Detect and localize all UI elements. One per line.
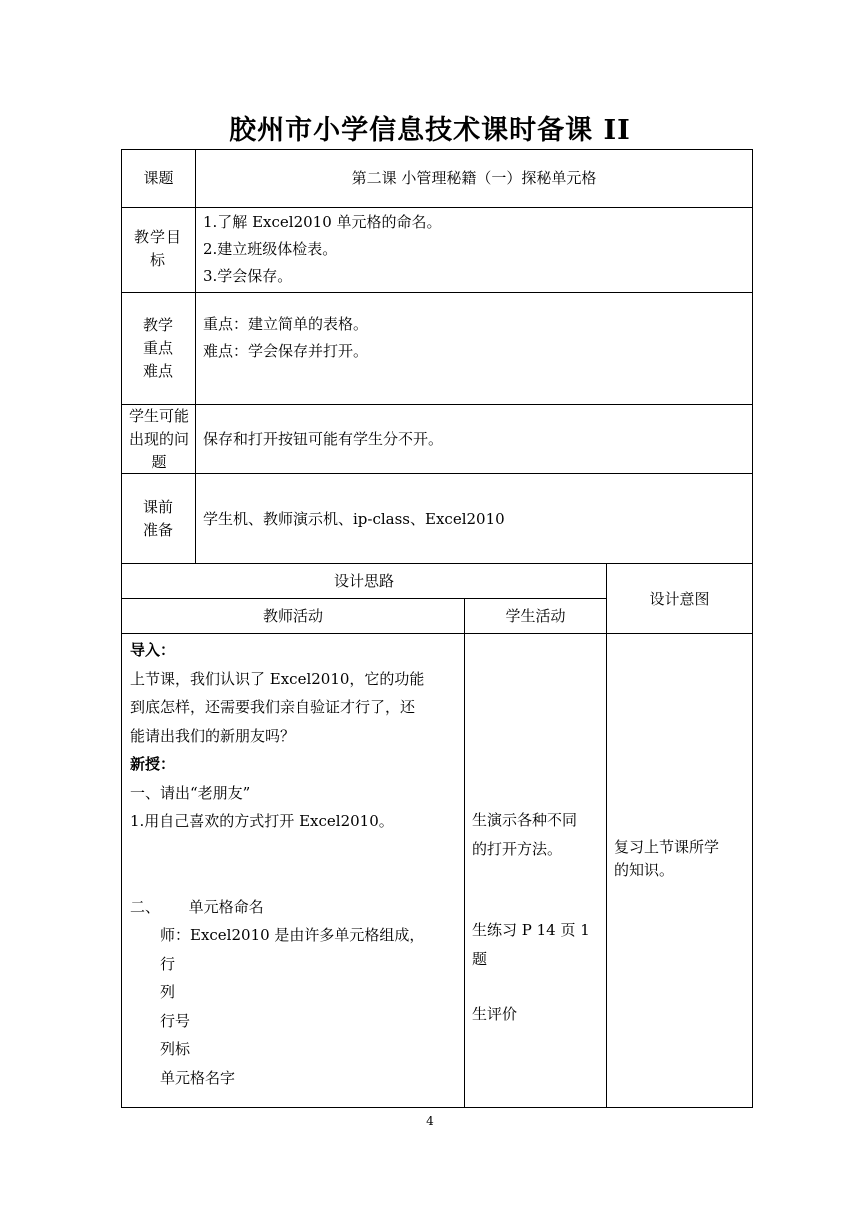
focus-item: 重点：建立简单的表格。: [203, 315, 369, 333]
topic-value: 第二课 小管理秘籍（一）探秘单元格: [351, 169, 597, 187]
student-activity-header: 学生活动: [505, 607, 566, 625]
goals-label: 教学目标: [133, 228, 182, 269]
goal-item: 2.建立班级体检表。: [203, 240, 338, 258]
row-divider: [121, 404, 753, 405]
info-col-divider: [195, 149, 196, 564]
intro-text: 上节课，我们认识了 Excel2010，它的功能: [130, 669, 425, 688]
row-divider: [121, 473, 753, 474]
student-activity-3: 生评价: [472, 1005, 518, 1023]
problems-label: 学生可能出现的问题: [129, 407, 190, 471]
goal-item: 3.学会保存。: [203, 267, 293, 285]
new-heading: 新授：: [130, 755, 176, 773]
step2-item: 列: [160, 983, 176, 1001]
prep-value: 学生机、教师演示机、ip-class、Excel2010: [203, 510, 505, 528]
focus-list: [203, 311, 743, 365]
step2-item: 行: [160, 954, 176, 973]
topic-label: 课题: [143, 169, 174, 187]
step2-item: 单元格名字: [160, 1068, 236, 1087]
design-intent-header: 设计意图: [649, 590, 710, 608]
design-idea-header: 设计思路: [333, 572, 394, 590]
step1-title: 一、请出“老朋友”: [130, 783, 251, 802]
design-intent-text: 复习上节课所学 的知识。: [614, 838, 720, 879]
intro-text: 能请出我们的新朋友吗？: [130, 726, 296, 745]
page-number: 4: [426, 1114, 434, 1128]
teacher-activity: [130, 636, 460, 1092]
step1-item: 1.用自己喜欢的方式打开 Excel2010。: [130, 812, 394, 830]
row-divider: [121, 292, 753, 293]
page-title: 胶州市小学信息技术课时备课 II: [229, 115, 631, 146]
goals-list: [203, 209, 743, 290]
teacher-activity-header: 教师活动: [262, 607, 323, 625]
header-divider: [121, 598, 606, 599]
student-activity-2: 生练习 P 14 页 1 题: [472, 921, 590, 968]
step2-item: 列标: [160, 1040, 191, 1058]
intent-col-divider: [606, 563, 607, 1108]
intro-text: 到底怎样，还需要我们亲自验证才行了，还: [130, 698, 416, 716]
step2-title: 二、 单元格命名: [130, 897, 264, 916]
intro-heading: 导入：: [130, 641, 176, 659]
goal-item: 1.了解 Excel2010 单元格的命名。: [203, 213, 442, 231]
student-col-divider: [464, 598, 465, 1108]
focus-item: 难点：学会保存并打开。: [203, 342, 369, 360]
header-divider: [121, 633, 753, 634]
problems-value: 保存和打开按钮可能有学生分不开。: [203, 430, 444, 448]
student-activity-1: 生演示各种不同 的打开方法。: [472, 811, 578, 858]
focus-label: 教学重点难点: [142, 316, 173, 380]
step2-item: 师：Excel2010 是由许多单元格组成，: [160, 926, 425, 944]
step2-item: 行号: [160, 1011, 191, 1030]
prep-label: 课前准备: [142, 498, 173, 539]
row-divider: [121, 207, 753, 208]
